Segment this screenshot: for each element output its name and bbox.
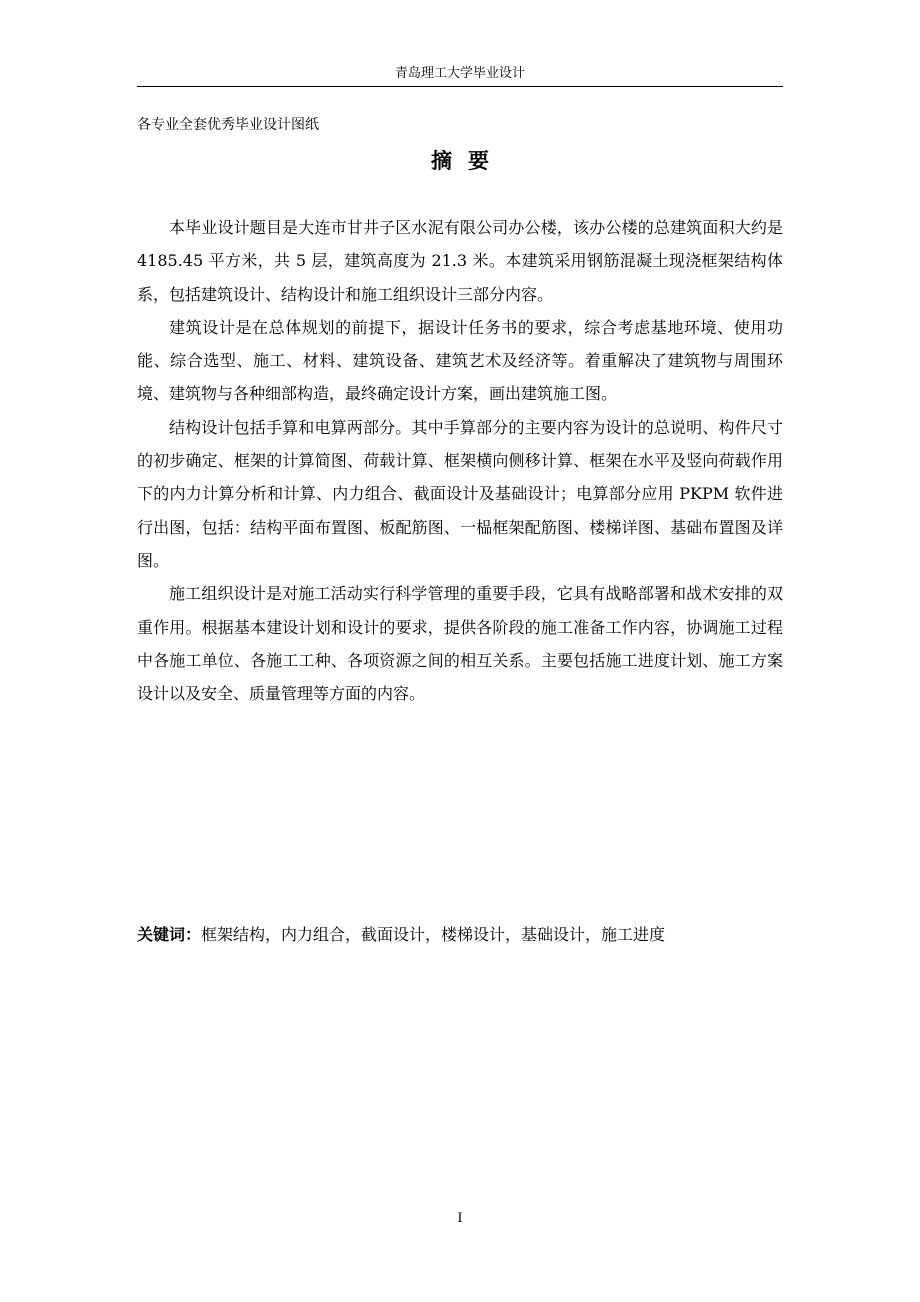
abstract-paragraph-4: 施工组织设计是对施工活动实行科学管理的重要手段，它具有战略部署和战术安排的双重作用。根据基本建设计划和设计的要求，提供各阶段的施工准备工作内容，协调施工过程中各施工单位、各施工工种、各项资源之间的相互关系。主要包括施工进度计划、施工方案设计以及安全、质量管理等方面的内容。	[137, 584, 783, 704]
running-header-title: 青岛理工大学毕业设计	[394, 66, 525, 81]
abstract-paragraph-1: 本毕业设计题目是大连市甘井子区水泥有限公司办公楼，该办公楼的总建筑面积大约是 4185.45 平方米，共 5 层，建筑高度为 21.3 米。本建筑采用钢筋混凝土现浇框架结构体系，包括建筑设计、结构设计和施工组织设计三部分内容。	[137, 218, 783, 304]
promo-line: 各专业全套优秀毕业设计图纸	[137, 117, 319, 133]
keywords-separator: ：	[185, 925, 202, 944]
keywords-label: 关键词	[137, 925, 186, 944]
abstract-body	[137, 211, 783, 710]
keywords-text: 框架结构，内力组合，截面设计，楼梯设计，基础设计，施工进度	[201, 925, 666, 944]
abstract-title: 摘要	[431, 149, 505, 173]
abstract-paragraph-3: 结构设计包括手算和电算两部分。其中手算部分的主要内容为设计的总说明、构件尺寸的初步确定、框架的计算简图、荷载计算、框架横向侧移计算、框架在水平及竖向荷载作用下的内力计算分析和计算、内力组合、截面设计及基础设计；电算部分应用 PKPM 软件进行出图，包括：结构平面布置图、板配筋图、一榀框架配筋图、楼梯详图、基础布置图及详图。	[137, 417, 783, 570]
abstract-paragraph-2: 建筑设计是在总体规划的前提下，据设计任务书的要求，综合考虑基地环境、使用功能、综合选型、施工、材料、建筑设备、建筑艺术及经济等。着重解决了建筑物与周围环境、建筑物与各种细部构造，最终确定设计方案，画出建筑施工图。	[137, 317, 783, 404]
running-header	[137, 64, 783, 87]
keywords-line	[137, 922, 783, 948]
page-number: I	[457, 1211, 463, 1226]
